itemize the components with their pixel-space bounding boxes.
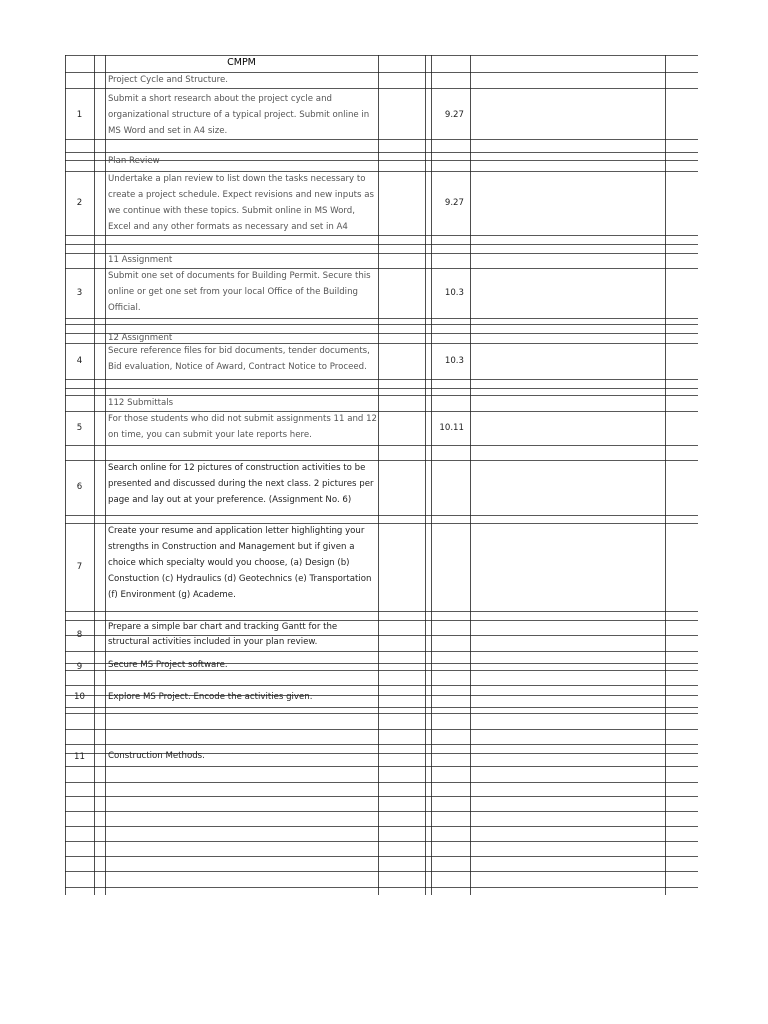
item-description-line: choice which specialty would you choose, (a) Design (b)	[108, 558, 350, 568]
item-description-line: Secure MS Project software.	[108, 660, 228, 670]
item-header: Plan Review	[108, 156, 160, 166]
item-description-line: Prepare a simple bar chart and tracking Gantt for the	[108, 622, 338, 632]
item-description-line: Secure reference files for bid documents, tender documents,	[108, 346, 370, 356]
item-number: 8	[76, 630, 83, 640]
item-description-line: Explore MS Project. Encode the activities given.	[108, 692, 313, 702]
item-description	[105, 460, 378, 515]
item-description-line: presented and discussed during the next class. 2 pictures per	[108, 479, 374, 489]
item-description-line: we continue with these topics. Submit online in MS Word,	[108, 206, 355, 216]
item-due-date: 10.3	[444, 288, 464, 298]
spreadsheet	[65, 55, 698, 895]
item-header: 112 Submittals	[108, 398, 174, 408]
item-description-line: strengths in Construction and Management but if given a	[108, 542, 355, 552]
item-description-line: Bid evaluation, Notice of Award, Contract Notice to Proceed.	[108, 362, 367, 372]
sheet-title: CMPM	[227, 57, 256, 68]
item-header: Project Cycle and Structure.	[108, 75, 228, 85]
item-description-line: Excel and any other formats as necessary and set in A4	[108, 222, 348, 232]
item-number: 1	[76, 110, 83, 120]
item-description-line: Create your resume and application letter highlighting your	[108, 526, 365, 536]
item-description	[105, 91, 378, 139]
item-header: 12 Assignment	[108, 333, 173, 343]
item-description	[105, 171, 378, 235]
item-description	[105, 620, 378, 651]
item-number: 4	[76, 356, 83, 366]
item-description	[105, 748, 378, 766]
item-description-line: Submit a short research about the project cycle and	[108, 94, 332, 104]
item-description-line: Construction Methods.	[108, 751, 205, 761]
item-description	[105, 343, 378, 379]
item-number: 7	[76, 562, 83, 572]
item-number: 5	[76, 423, 83, 433]
item-description-line: Search online for 12 pictures of construction activities to be	[108, 463, 366, 473]
item-description-line: Constuction (c) Hydraulics (d) Geotechnics (e) Transportation	[108, 574, 372, 584]
item-description-line: create a project schedule. Expect revisions and new inputs as	[108, 190, 374, 200]
item-header: 11 Assignment	[108, 255, 173, 265]
item-due-date: 10.3	[444, 356, 464, 366]
item-number: 6	[76, 482, 83, 492]
item-description	[105, 523, 378, 611]
item-description-line: structural activities included in your plan review.	[108, 637, 318, 647]
item-description-line: Official.	[108, 303, 141, 313]
item-number: 9	[76, 662, 83, 672]
item-due-date: 9.27	[444, 110, 464, 120]
item-description-line: MS Word and set in A4 size.	[108, 126, 228, 136]
item-number: 11	[74, 752, 85, 762]
item-description-line: Submit one set of documents for Building Permit. Secure this	[108, 271, 371, 281]
item-description	[105, 268, 378, 318]
item-description	[105, 411, 378, 445]
item-description-line: Undertake a plan review to list down the tasks necessary to	[108, 174, 366, 184]
item-number: 3	[76, 288, 83, 298]
item-number: 10	[74, 692, 85, 702]
item-description-line: online or get one set from your local Office of the Building	[108, 287, 358, 297]
item-description-line: For those students who did not submit assignments 11 and 12	[108, 414, 378, 424]
item-description-line: on time, you can submit your late reports here.	[108, 430, 312, 440]
item-due-date: 10.11	[439, 423, 464, 433]
item-description-line: organizational structure of a typical project. Submit online in	[108, 110, 370, 120]
item-due-date: 9.27	[444, 198, 464, 208]
item-description-line: (f) Environment (g) Academe.	[108, 590, 236, 600]
item-description	[105, 689, 378, 705]
item-description	[105, 657, 378, 677]
item-description-line: page and lay out at your preference. (Assignment No. 6)	[108, 495, 352, 505]
item-number: 2	[76, 198, 83, 208]
